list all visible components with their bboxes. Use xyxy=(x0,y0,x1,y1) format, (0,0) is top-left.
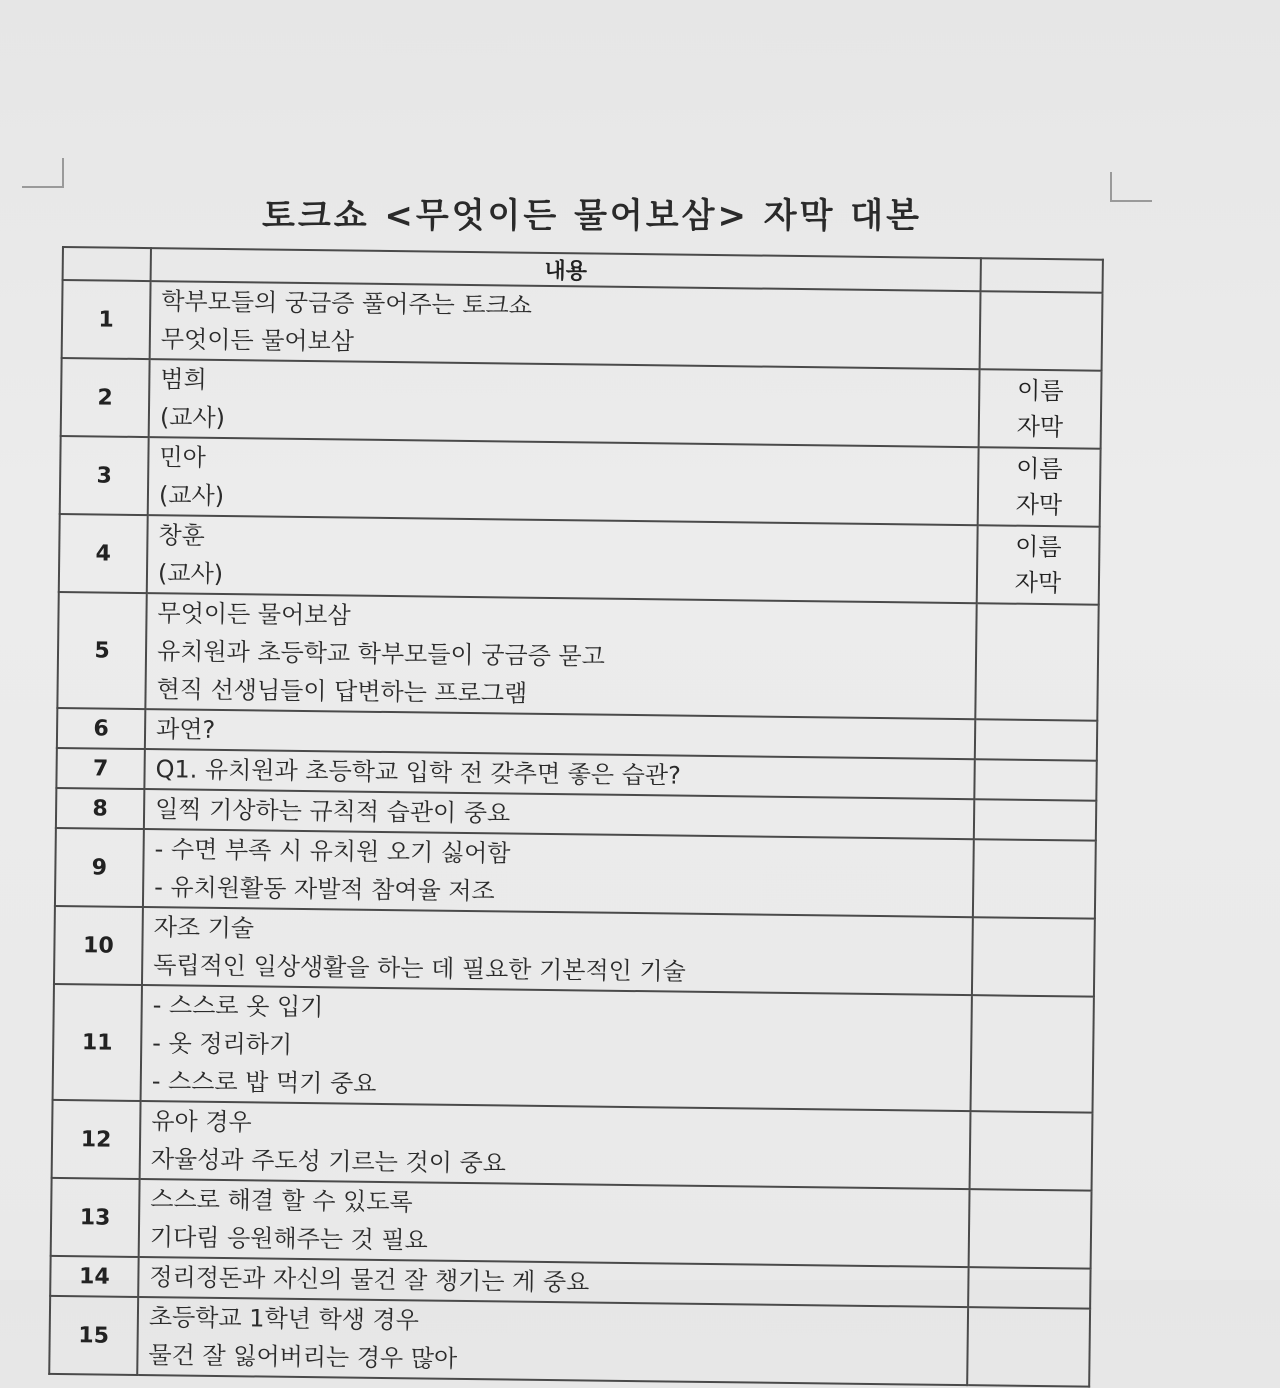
row-content xyxy=(150,281,981,369)
content-line: - 스스로 옷 입기 xyxy=(152,991,324,1022)
row-note xyxy=(973,839,1096,918)
page-corner-mark-right xyxy=(1110,172,1152,202)
row-number: 8 xyxy=(56,788,144,829)
row-number: 11 xyxy=(53,984,142,1101)
row-content xyxy=(147,515,978,603)
table-row xyxy=(49,1296,1090,1387)
table-row xyxy=(57,592,1098,721)
note-line: 이름 xyxy=(1016,376,1064,406)
content-line: 창훈 xyxy=(158,521,206,550)
row-number: 13 xyxy=(51,1178,140,1257)
table-row xyxy=(52,1100,1093,1191)
row-note xyxy=(974,799,1096,840)
row-content xyxy=(142,907,973,995)
content-line: 자조 기술 xyxy=(153,913,255,943)
table-row xyxy=(54,906,1095,997)
header-content: 내용 xyxy=(151,248,981,291)
content-line: 유치원과 초등학교 학부모들이 궁금증 묻고 xyxy=(156,637,606,671)
row-content xyxy=(139,1179,970,1267)
row-note xyxy=(979,369,1102,448)
note-line: 이름 xyxy=(1015,454,1063,484)
row-content xyxy=(148,437,979,525)
row-number: 9 xyxy=(55,828,144,907)
table-row xyxy=(55,828,1096,919)
content-line: 민아 xyxy=(159,443,206,472)
row-number: 6 xyxy=(57,708,145,749)
row-note xyxy=(977,525,1100,604)
content-line: 유아 경우 xyxy=(151,1107,252,1137)
row-note xyxy=(970,995,1093,1112)
row-number: 12 xyxy=(52,1100,141,1179)
row-number: 1 xyxy=(62,280,151,359)
table-row xyxy=(53,984,1094,1113)
content-line: - 스스로 밥 먹기 중요 xyxy=(151,1067,377,1098)
row-note xyxy=(970,1111,1093,1190)
content-line: 자율성과 주도성 기르는 것이 중요 xyxy=(150,1145,507,1178)
content-line: 독립적인 일상생활을 하는 데 필요한 기본적인 기술 xyxy=(153,951,686,986)
table-row xyxy=(51,1178,1092,1269)
content-line: 일찍 기상하는 규칙적 습관이 중요 xyxy=(154,795,511,828)
row-note xyxy=(975,719,1097,760)
row-content xyxy=(145,593,976,719)
table-row xyxy=(59,514,1100,605)
content-line: 현직 선생님들이 답변하는 프로그램 xyxy=(156,675,528,708)
header-number xyxy=(63,247,151,281)
row-number: 5 xyxy=(57,592,146,709)
content-line: 과연? xyxy=(155,715,216,744)
header-note xyxy=(981,258,1103,292)
row-note xyxy=(978,447,1101,526)
content-line: - 유치원활동 자발적 참여율 저조 xyxy=(154,873,495,906)
content-line: 학부모들의 궁금증 풀어주는 토크쇼 xyxy=(161,287,533,320)
row-note xyxy=(969,1189,1092,1268)
row-note xyxy=(975,603,1098,720)
table-row xyxy=(61,358,1102,449)
row-note xyxy=(968,1267,1090,1308)
row-content xyxy=(137,1297,968,1385)
row-note xyxy=(972,917,1095,996)
row-note xyxy=(980,291,1103,370)
note-line: 자막 xyxy=(1014,568,1062,598)
row-number: 14 xyxy=(50,1256,138,1297)
row-number: 7 xyxy=(56,748,144,789)
content-line: 정리정돈과 자신의 물건 잘 챙기는 게 중요 xyxy=(149,1263,590,1297)
row-content xyxy=(149,359,980,447)
note-line: 자막 xyxy=(1016,412,1064,442)
row-note xyxy=(967,1307,1090,1386)
content-line: - 수면 부족 시 유치원 오기 싫어함 xyxy=(154,835,511,868)
table-body xyxy=(49,280,1102,1387)
content-line: 무엇이든 물어보삼 xyxy=(160,325,355,356)
page-corner-mark-left xyxy=(22,158,64,188)
row-number: 3 xyxy=(60,436,149,515)
row-number: 10 xyxy=(54,906,143,985)
row-number: 4 xyxy=(59,514,148,593)
row-note xyxy=(974,759,1096,800)
content-line: Q1. 유치원과 초등학교 입학 전 갖추면 좋은 습관? xyxy=(155,755,681,790)
note-line: 자막 xyxy=(1015,490,1063,520)
content-line: 무엇이든 물어보삼 xyxy=(157,599,351,630)
script-table-container xyxy=(48,246,1102,1388)
content-line: 스스로 해결 할 수 있도록 xyxy=(150,1185,413,1217)
row-content xyxy=(141,985,972,1111)
content-line: 초등학교 1학년 학생 경우 xyxy=(148,1303,420,1335)
content-line: (교사) xyxy=(157,559,224,588)
content-line: (교사) xyxy=(159,403,226,433)
note-line: 이름 xyxy=(1015,532,1062,562)
content-line: 범희 xyxy=(160,365,207,394)
script-table xyxy=(48,246,1104,1388)
row-content xyxy=(143,829,974,917)
content-line: 물건 잘 잃어버리는 경우 많아 xyxy=(148,1341,458,1373)
row-content xyxy=(140,1101,971,1189)
table-row xyxy=(60,436,1101,527)
table-row xyxy=(62,280,1103,371)
content-line: (교사) xyxy=(158,481,225,510)
document-title: 토크쇼 <무엇이든 물어보삼> 자막 대본 xyxy=(262,196,922,236)
content-line: 기다림 응원해주는 것 필요 xyxy=(149,1223,428,1255)
row-number: 15 xyxy=(49,1296,138,1375)
row-number: 2 xyxy=(61,358,150,437)
content-line: - 옷 정리하기 xyxy=(152,1029,293,1059)
